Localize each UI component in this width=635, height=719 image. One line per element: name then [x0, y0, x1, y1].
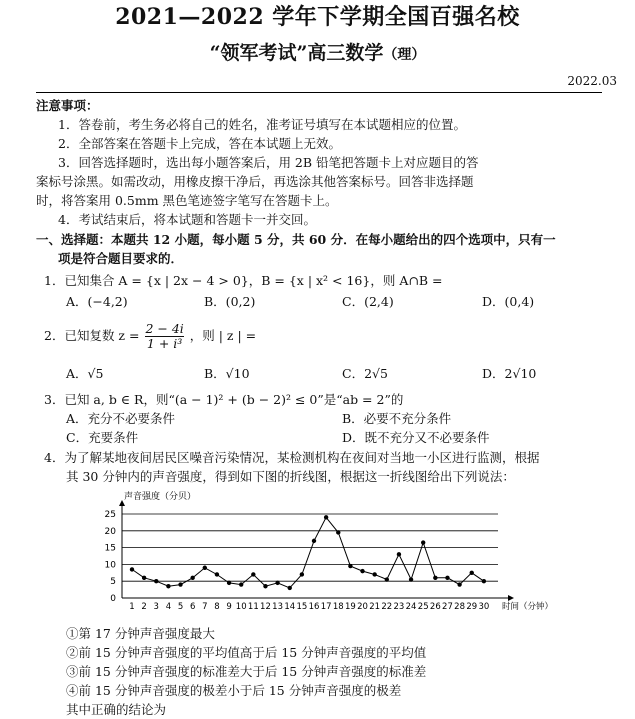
q2-fraction-denominator: 1 + i³: [146, 336, 183, 351]
chart-x-tick-23: 23: [393, 602, 405, 612]
chart-point-11: [251, 572, 255, 576]
chart-point-25: [421, 540, 425, 544]
chart-point-5: [178, 582, 182, 586]
notice-item-1: 1．答卷前，考生务必将自己的姓名，准考证号填写在本试题相应的位置。: [58, 117, 466, 132]
notice-section: [36, 96, 606, 229]
chart-point-9: [227, 581, 231, 585]
chart-x-tick-18: 18: [332, 602, 344, 612]
chart-x-tick-25: 25: [417, 602, 429, 612]
chart-x-tick-24: 24: [405, 602, 417, 612]
q4-stem-line1: 4．为了解某地夜间居民区噪音污染情况，某检测机构在夜间对当地一小区进行监测，根据: [44, 450, 540, 465]
q2-fraction-numerator: 2 − 4i: [145, 321, 184, 336]
chart-point-3: [154, 579, 158, 583]
chart-x-tick-9: 9: [226, 602, 232, 612]
chart-point-4: [166, 584, 170, 588]
chart-x-tick-27: 27: [442, 602, 453, 612]
q3-option-c: C．充要条件: [66, 430, 139, 445]
chart-point-12: [263, 584, 267, 588]
q2-option-a: A．√5: [66, 366, 104, 381]
q2-stem: [36, 322, 606, 360]
chart-y-tick-10: 10: [104, 560, 116, 571]
section-one-heading: [36, 230, 606, 268]
q4-statement-1: ①第 17 分钟声音强度最大: [66, 626, 215, 641]
chart-point-27: [445, 576, 449, 580]
notice-item-2: 2．全部答案在答题卡上完成，答在本试题上无效。: [58, 136, 341, 151]
q3-stem: 3．已知 a, b ∈ R，则“(a − 1)² + (b − 2)² ≤ 0”是“ab = 2”的: [44, 392, 404, 407]
chart-x-tick-10: 10: [235, 602, 247, 612]
exam-title-line2: [0, 44, 635, 65]
question-1: [36, 271, 606, 316]
chart-x-tick-8: 8: [214, 602, 220, 612]
exam-title-main: “领军考试”高三数学: [209, 42, 384, 64]
notice-item-3-cont2: 时，将答案用 0.5mm 黑色笔迹签字笔写在答题卡上。: [36, 193, 338, 208]
chart-axes: [119, 500, 514, 601]
chart-x-tick-1: 1: [129, 602, 135, 612]
q1-option-a: A．(−4,2): [66, 294, 128, 309]
chart-y-tick-0: 0: [110, 594, 116, 604]
chart-x-tick-3: 3: [153, 602, 159, 612]
q1-stem: 1．已知集合 A = {x | 2x − 4 > 0}，B = {x | x² < 16}，则 A∩B =: [44, 273, 443, 288]
question-3: [36, 390, 606, 447]
chart-point-26: [433, 576, 437, 580]
q4-stem-line2: 其 30 分钟内的声音强度，得到如下图的折线图，根据这一折线图给出下列说法：: [66, 469, 515, 484]
notice-item-3-cont1: 案标号涂黑。如需改动，用橡皮擦干净后，再选涂其他答案标号。回答非选择题: [36, 174, 474, 189]
section-one-line2: 项是符合题目要求的．: [58, 251, 184, 266]
q2-stem-prefix: 2．已知复数 z =: [44, 328, 140, 343]
chart-point-30: [482, 579, 486, 583]
header-divider: [36, 92, 602, 93]
chart-y-ticks: [105, 510, 117, 604]
chart-point-13: [275, 581, 279, 585]
q3-option-b: B．必要不充分条件: [342, 411, 452, 426]
chart-x-tick-22: 22: [381, 602, 393, 612]
chart-point-24: [409, 577, 413, 581]
notice-heading: 注意事项：: [36, 98, 99, 113]
chart-x-tick-2: 2: [141, 602, 147, 612]
chart-grid: [122, 514, 498, 581]
chart-point-8: [215, 572, 219, 576]
chart-x-tick-14: 14: [284, 602, 296, 612]
question-2: [36, 322, 606, 388]
chart-x-tick-5: 5: [177, 602, 184, 612]
chart-point-17: [324, 515, 328, 519]
chart-x-tick-29: 29: [466, 602, 478, 612]
q4-statement-3: ③前 15 分钟声音强度的标准差大于后 15 分钟声音强度的标准差: [66, 664, 427, 679]
chart-point-2: [142, 576, 146, 580]
q2-stem-suffix: ，则 | z | =: [189, 328, 257, 343]
chart-point-19: [348, 564, 352, 568]
q4-statements: [36, 624, 606, 719]
question-4: [36, 448, 606, 486]
q1-option-b: B．(0,2): [204, 294, 256, 309]
q3-option-d: D．既不充分又不必要条件: [342, 430, 490, 445]
chart-y-tick-25: 25: [104, 510, 116, 520]
chart-x-tick-20: 20: [357, 602, 368, 612]
chart-point-7: [203, 566, 207, 570]
chart-point-23: [397, 552, 401, 556]
exam-title-line1: 2021—2022 学年下学期全国百强名校: [115, 4, 520, 30]
q4-statement-4: ④前 15 分钟声音强度的极差小于后 15 分钟声音强度的极差: [66, 683, 402, 698]
chart-y-tick-15: 15: [104, 543, 116, 554]
chart-x-tick-6: 6: [189, 602, 196, 612]
q3-option-a: A．充分不必要条件: [66, 411, 176, 426]
chart-x-ticks: [129, 602, 489, 612]
chart-point-20: [360, 569, 364, 573]
chart-y-tick-20: 20: [104, 526, 116, 537]
chart-x-tick-19: 19: [344, 602, 356, 612]
chart-x-axis-arrow: [508, 595, 514, 601]
q2-option-b: B．√10: [204, 366, 250, 381]
chart-x-tick-4: 4: [165, 602, 172, 612]
chart-point-15: [300, 572, 304, 576]
chart-x-tick-26: 26: [429, 602, 441, 612]
q4-statement-2: ②前 15 分钟声音强度的平均值高于后 15 分钟声音强度的平均值: [66, 645, 427, 660]
chart-point-29: [470, 571, 474, 575]
chart-point-14: [288, 586, 292, 590]
chart-y-axis-label: 声音强度（分贝）: [124, 492, 197, 502]
exam-date: 2022.03: [567, 74, 617, 88]
q2-option-c: C．2√5: [342, 366, 388, 381]
q4-conclusion: 其中正确的结论为: [66, 702, 167, 717]
chart-x-tick-21: 21: [369, 602, 381, 612]
chart-point-16: [312, 539, 316, 543]
chart-series-line: [132, 517, 484, 588]
chart-point-28: [457, 582, 461, 586]
chart-x-tick-17: 17: [320, 602, 332, 612]
chart-x-tick-7: 7: [202, 602, 208, 612]
chart-point-10: [239, 582, 243, 586]
chart-x-tick-30: 30: [478, 602, 490, 612]
chart-point-6: [190, 576, 194, 580]
notice-item-4: 4．考试结束后，将本试题和答题卡一并交回。: [58, 212, 316, 227]
q1-option-d: D．(0,4): [482, 294, 535, 309]
q2-option-d: D．2√10: [482, 366, 537, 381]
chart-point-18: [336, 530, 340, 534]
chart-x-tick-28: 28: [454, 602, 466, 612]
chart-x-tick-13: 13: [272, 602, 284, 612]
chart-point-22: [385, 577, 389, 581]
q1-option-c: C．(2,4): [342, 294, 394, 309]
chart-point-21: [372, 572, 376, 576]
exam-subject-note: （理）: [383, 47, 426, 63]
chart-points: [130, 515, 486, 590]
q2-fraction: [145, 322, 183, 351]
chart-x-tick-12: 12: [260, 602, 271, 612]
chart-point-1: [130, 567, 134, 571]
notice-item-3: 3．回答选择题时，选出每小题答案后，用 2B 铅笔把答题卡上对应题目的答: [58, 155, 479, 170]
chart-x-tick-11: 11: [247, 602, 259, 612]
noise-line-chart: [80, 488, 560, 620]
section-one-line1: 一、选择题：本题共 12 小题，每小题 5 分，共 60 分．在每小题给出的四个选项中，只有一: [36, 232, 556, 247]
chart-y-tick-5: 5: [110, 577, 116, 588]
chart-x-tick-16: 16: [308, 602, 320, 612]
chart-x-axis-label: 时间（分钟）: [502, 602, 554, 612]
chart-x-tick-15: 15: [296, 602, 308, 612]
